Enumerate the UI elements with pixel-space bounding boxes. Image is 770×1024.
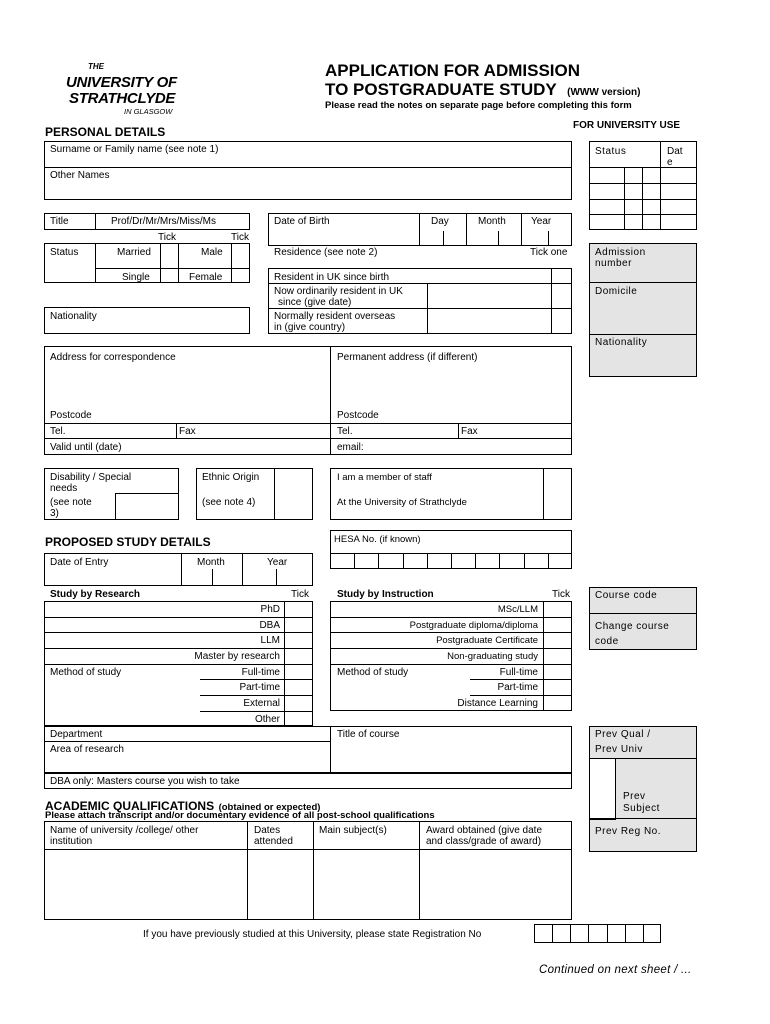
research-mode-label: Full-time	[241, 667, 280, 678]
form-version: (WWW version)	[567, 87, 641, 98]
surname-label: Surname or Family name (see note 1)	[50, 144, 219, 155]
residence-tick-one: Tick one	[530, 247, 568, 258]
research-mode-checkbox[interactable]	[285, 712, 312, 726]
qual-col4-a: Award obtained (give date	[426, 825, 543, 836]
instruction-mode-label: Part-time	[497, 682, 538, 693]
instruction-mode-label: Distance Learning	[457, 698, 538, 709]
research-mode-checkbox[interactable]	[285, 665, 312, 679]
form-title-line2	[325, 80, 640, 100]
uni-prev-qual-label-b: Prev Univ	[595, 744, 643, 755]
research-option-checkbox[interactable]	[285, 602, 312, 616]
instruction-tick-label: Tick	[552, 589, 570, 600]
other-names-input[interactable]	[140, 169, 570, 198]
research-method-label: Method of study	[50, 667, 122, 678]
uni-date-label-b: e	[667, 157, 673, 168]
dob-label: Date of Birth	[274, 216, 330, 227]
residence-option-2b: since (give date)	[278, 297, 352, 308]
prev-reg-label: If you have previously studied at this University, please state Registration No	[143, 929, 482, 940]
tick-label-married: Tick	[158, 232, 176, 243]
study-details-heading: PROPOSED STUDY DETAILS	[45, 535, 211, 549]
continued-note: Continued on next sheet / ...	[539, 964, 692, 976]
disability-input[interactable]	[115, 493, 179, 520]
uni-admission-label-a: Admission	[595, 247, 646, 258]
qual-dates-input[interactable]	[248, 850, 312, 919]
qual-col2-a: Dates	[254, 825, 281, 836]
residence-option-3a: Normally resident overseas	[274, 311, 396, 322]
logo-in-glasgow: IN GLASGOW	[124, 107, 173, 116]
dob-month-label: Month	[478, 216, 506, 227]
uni-change-code-label-b: code	[595, 636, 619, 647]
form-title-text: TO POSTGRADUATE STUDY	[325, 80, 557, 99]
disability-note-b: 3)	[50, 508, 59, 519]
area-research-label: Area of research	[50, 744, 124, 755]
dba-only-label: DBA only: Masters course you wish to take	[50, 776, 240, 787]
logo-the: THE	[88, 62, 104, 71]
hesa-input[interactable]	[331, 554, 571, 568]
qual-col2-b: attended	[254, 836, 293, 847]
university-logo	[64, 62, 194, 120]
instruction-option-label: Postgraduate diploma/diploma	[409, 620, 538, 631]
instruction-heading: Study by Instruction	[337, 589, 434, 600]
married-label: Married	[117, 247, 151, 258]
instruction-option-checkbox[interactable]	[544, 633, 571, 647]
dob-year-label: Year	[531, 216, 552, 227]
qual-col1-b: institution	[50, 836, 93, 847]
correspondence-address-label: Address for correspondence	[50, 352, 176, 363]
instruction-mode-label: Full-time	[499, 667, 538, 678]
female-checkbox[interactable]	[232, 269, 249, 282]
permanent-address-label: Permanent address (if different)	[337, 352, 478, 363]
instruction-option-checkbox[interactable]	[544, 602, 571, 616]
instruction-option-label: Postgraduate Certificate	[436, 635, 538, 646]
department-input[interactable]	[115, 727, 328, 740]
email-input[interactable]	[370, 439, 570, 454]
dob-day-label: Day	[431, 216, 449, 227]
instruction-mode-checkbox[interactable]	[544, 665, 571, 679]
area-research-input[interactable]	[140, 742, 328, 772]
dba-course-input[interactable]	[270, 774, 570, 788]
academic-heading-text: ACADEMIC QUALIFICATIONS	[45, 799, 215, 813]
uni-change-code-label-a: Change course	[595, 621, 670, 632]
surname-input[interactable]	[300, 143, 570, 165]
instruction-option-label: Non-graduating study	[447, 651, 538, 662]
uni-prev-qual-label-a: Prev Qual /	[595, 729, 651, 740]
qual-col3: Main subject(s)	[319, 825, 387, 836]
research-mode-label: Part-time	[239, 682, 280, 693]
nationality-label: Nationality	[50, 311, 97, 322]
hesa-label: HESA No. (if known)	[334, 534, 421, 545]
uni-prev-subject-label-b: Subject	[623, 803, 660, 814]
qual-subject-input[interactable]	[314, 850, 418, 919]
residence-overseas-country-input[interactable]	[428, 309, 550, 333]
university-use-heading: FOR UNIVERSITY USE	[573, 120, 681, 131]
perm-tel-label: Tel.	[337, 426, 353, 437]
perm-postcode-label: Postcode	[337, 410, 379, 421]
uni-prev-reg-label: Prev Reg No.	[595, 826, 662, 837]
male-label: Male	[201, 247, 223, 258]
perm-fax-label: Fax	[461, 426, 478, 437]
date-of-entry-label: Date of Entry	[50, 557, 109, 568]
tick-label-male: Tick	[231, 232, 249, 243]
male-checkbox[interactable]	[232, 244, 249, 267]
uni-date-label-a: Dat	[667, 146, 683, 157]
instruction-mode-checkbox[interactable]	[544, 696, 571, 710]
research-option-label: Master by research	[194, 651, 280, 662]
entry-month-label: Month	[197, 557, 225, 568]
research-heading: Study by Research	[50, 589, 141, 600]
disability-label-b: needs	[50, 483, 78, 494]
uni-course-code-label: Course code	[595, 590, 658, 601]
residence-label: Residence (see note 2)	[274, 247, 378, 258]
research-option-checkbox[interactable]	[285, 649, 312, 663]
ethnic-note: (see note 4)	[202, 497, 256, 508]
qual-award-input[interactable]	[420, 850, 571, 919]
instruction-mode-checkbox[interactable]	[544, 680, 571, 694]
female-label: Female	[189, 272, 223, 283]
instruction-option-checkbox[interactable]	[544, 618, 571, 632]
single-label: Single	[122, 272, 150, 283]
instruction-method-label: Method of study	[337, 667, 409, 678]
research-mode-label: Other	[254, 714, 280, 725]
residence-since-checkbox[interactable]	[552, 284, 571, 307]
research-option-label: DBA	[259, 620, 280, 631]
logo-line2: STRATHCLYDE	[69, 90, 176, 107]
uni-prev-subject-label-a: Prev	[623, 791, 646, 802]
valid-until-label: Valid until (date)	[50, 442, 122, 453]
email-label: email:	[337, 442, 364, 453]
residence-since-date-input[interactable]	[428, 284, 550, 307]
uni-status-label: Status	[595, 146, 627, 157]
research-option-label: LLM	[260, 635, 280, 646]
staff-checkbox[interactable]	[544, 469, 571, 519]
qual-col4-b: and class/grade of award)	[426, 836, 542, 847]
dob-day-input[interactable]	[420, 231, 465, 245]
fax-label: Fax	[179, 426, 196, 437]
tel-label: Tel.	[50, 426, 66, 437]
ethnic-input[interactable]	[275, 469, 312, 519]
dob-month-input[interactable]	[467, 231, 520, 245]
uni-domicile-label: Domicile	[595, 286, 638, 297]
other-names-label: Other Names	[50, 170, 110, 181]
entry-year-label: Year	[267, 557, 288, 568]
ethnic-label: Ethnic Origin	[202, 472, 260, 483]
research-option-checkbox[interactable]	[285, 633, 312, 647]
residence-option-3b: in (give country)	[274, 322, 346, 333]
single-checkbox[interactable]	[161, 269, 177, 282]
research-option-label: PhD	[260, 604, 280, 615]
form-subtitle: Please read the notes on separate page before completing this form	[325, 100, 632, 111]
research-mode-checkbox[interactable]	[285, 680, 312, 694]
entry-month-input[interactable]	[182, 569, 241, 585]
staff-label: I am a member of staff	[337, 472, 432, 483]
married-checkbox[interactable]	[161, 244, 177, 267]
title-label: Title	[50, 216, 69, 227]
dob-year-input[interactable]	[522, 231, 571, 245]
residence-overseas-checkbox[interactable]	[552, 309, 571, 333]
title-course-label: Title of course	[337, 729, 400, 740]
research-tick-label: Tick	[291, 589, 309, 600]
staff-at-label: At the University of Strathclyde	[337, 497, 467, 508]
academic-attach-note: Please attach transcript and/or documentary evidence of all post-school qualifications	[45, 810, 435, 821]
uni-nationality-label: Nationality	[595, 337, 648, 348]
qual-institution-input[interactable]	[45, 850, 246, 919]
personal-details-heading: PERSONAL DETAILS	[45, 125, 166, 139]
instruction-option-label: MSc/LLM	[497, 604, 538, 615]
qual-col1-a: Name of university /college/ other	[50, 825, 199, 836]
status-label: Status	[50, 247, 79, 258]
nationality-input[interactable]	[110, 308, 248, 333]
disability-label-a: Disability / Special	[50, 472, 132, 483]
entry-year-input[interactable]	[243, 569, 312, 585]
logo-line1: UNIVERSITY OF	[66, 74, 177, 91]
form-title-line1: APPLICATION FOR ADMISSION	[325, 61, 580, 80]
residence-option-2a: Now ordinarily resident in UK	[274, 286, 403, 297]
academic-heading-suffix: (obtained or expected)	[218, 802, 321, 813]
department-label: Department	[50, 729, 103, 740]
correspondence-address-input[interactable]	[46, 365, 328, 407]
research-option-checkbox[interactable]	[285, 618, 312, 632]
uni-admission-label-b: number	[595, 258, 632, 269]
research-mode-checkbox[interactable]	[285, 696, 312, 710]
title-options[interactable]: Prof/Dr/Mr/Mrs/Miss/Ms	[111, 216, 216, 227]
instruction-option-checkbox[interactable]	[544, 649, 571, 663]
residence-uk-birth-checkbox[interactable]	[552, 269, 571, 282]
permanent-address-input[interactable]	[332, 365, 570, 407]
postcode-label: Postcode	[50, 410, 92, 421]
research-mode-label: External	[243, 698, 280, 709]
disability-note-a: (see note	[50, 497, 92, 508]
residence-option-1: Resident in UK since birth	[274, 272, 390, 283]
title-course-input[interactable]	[332, 742, 570, 772]
